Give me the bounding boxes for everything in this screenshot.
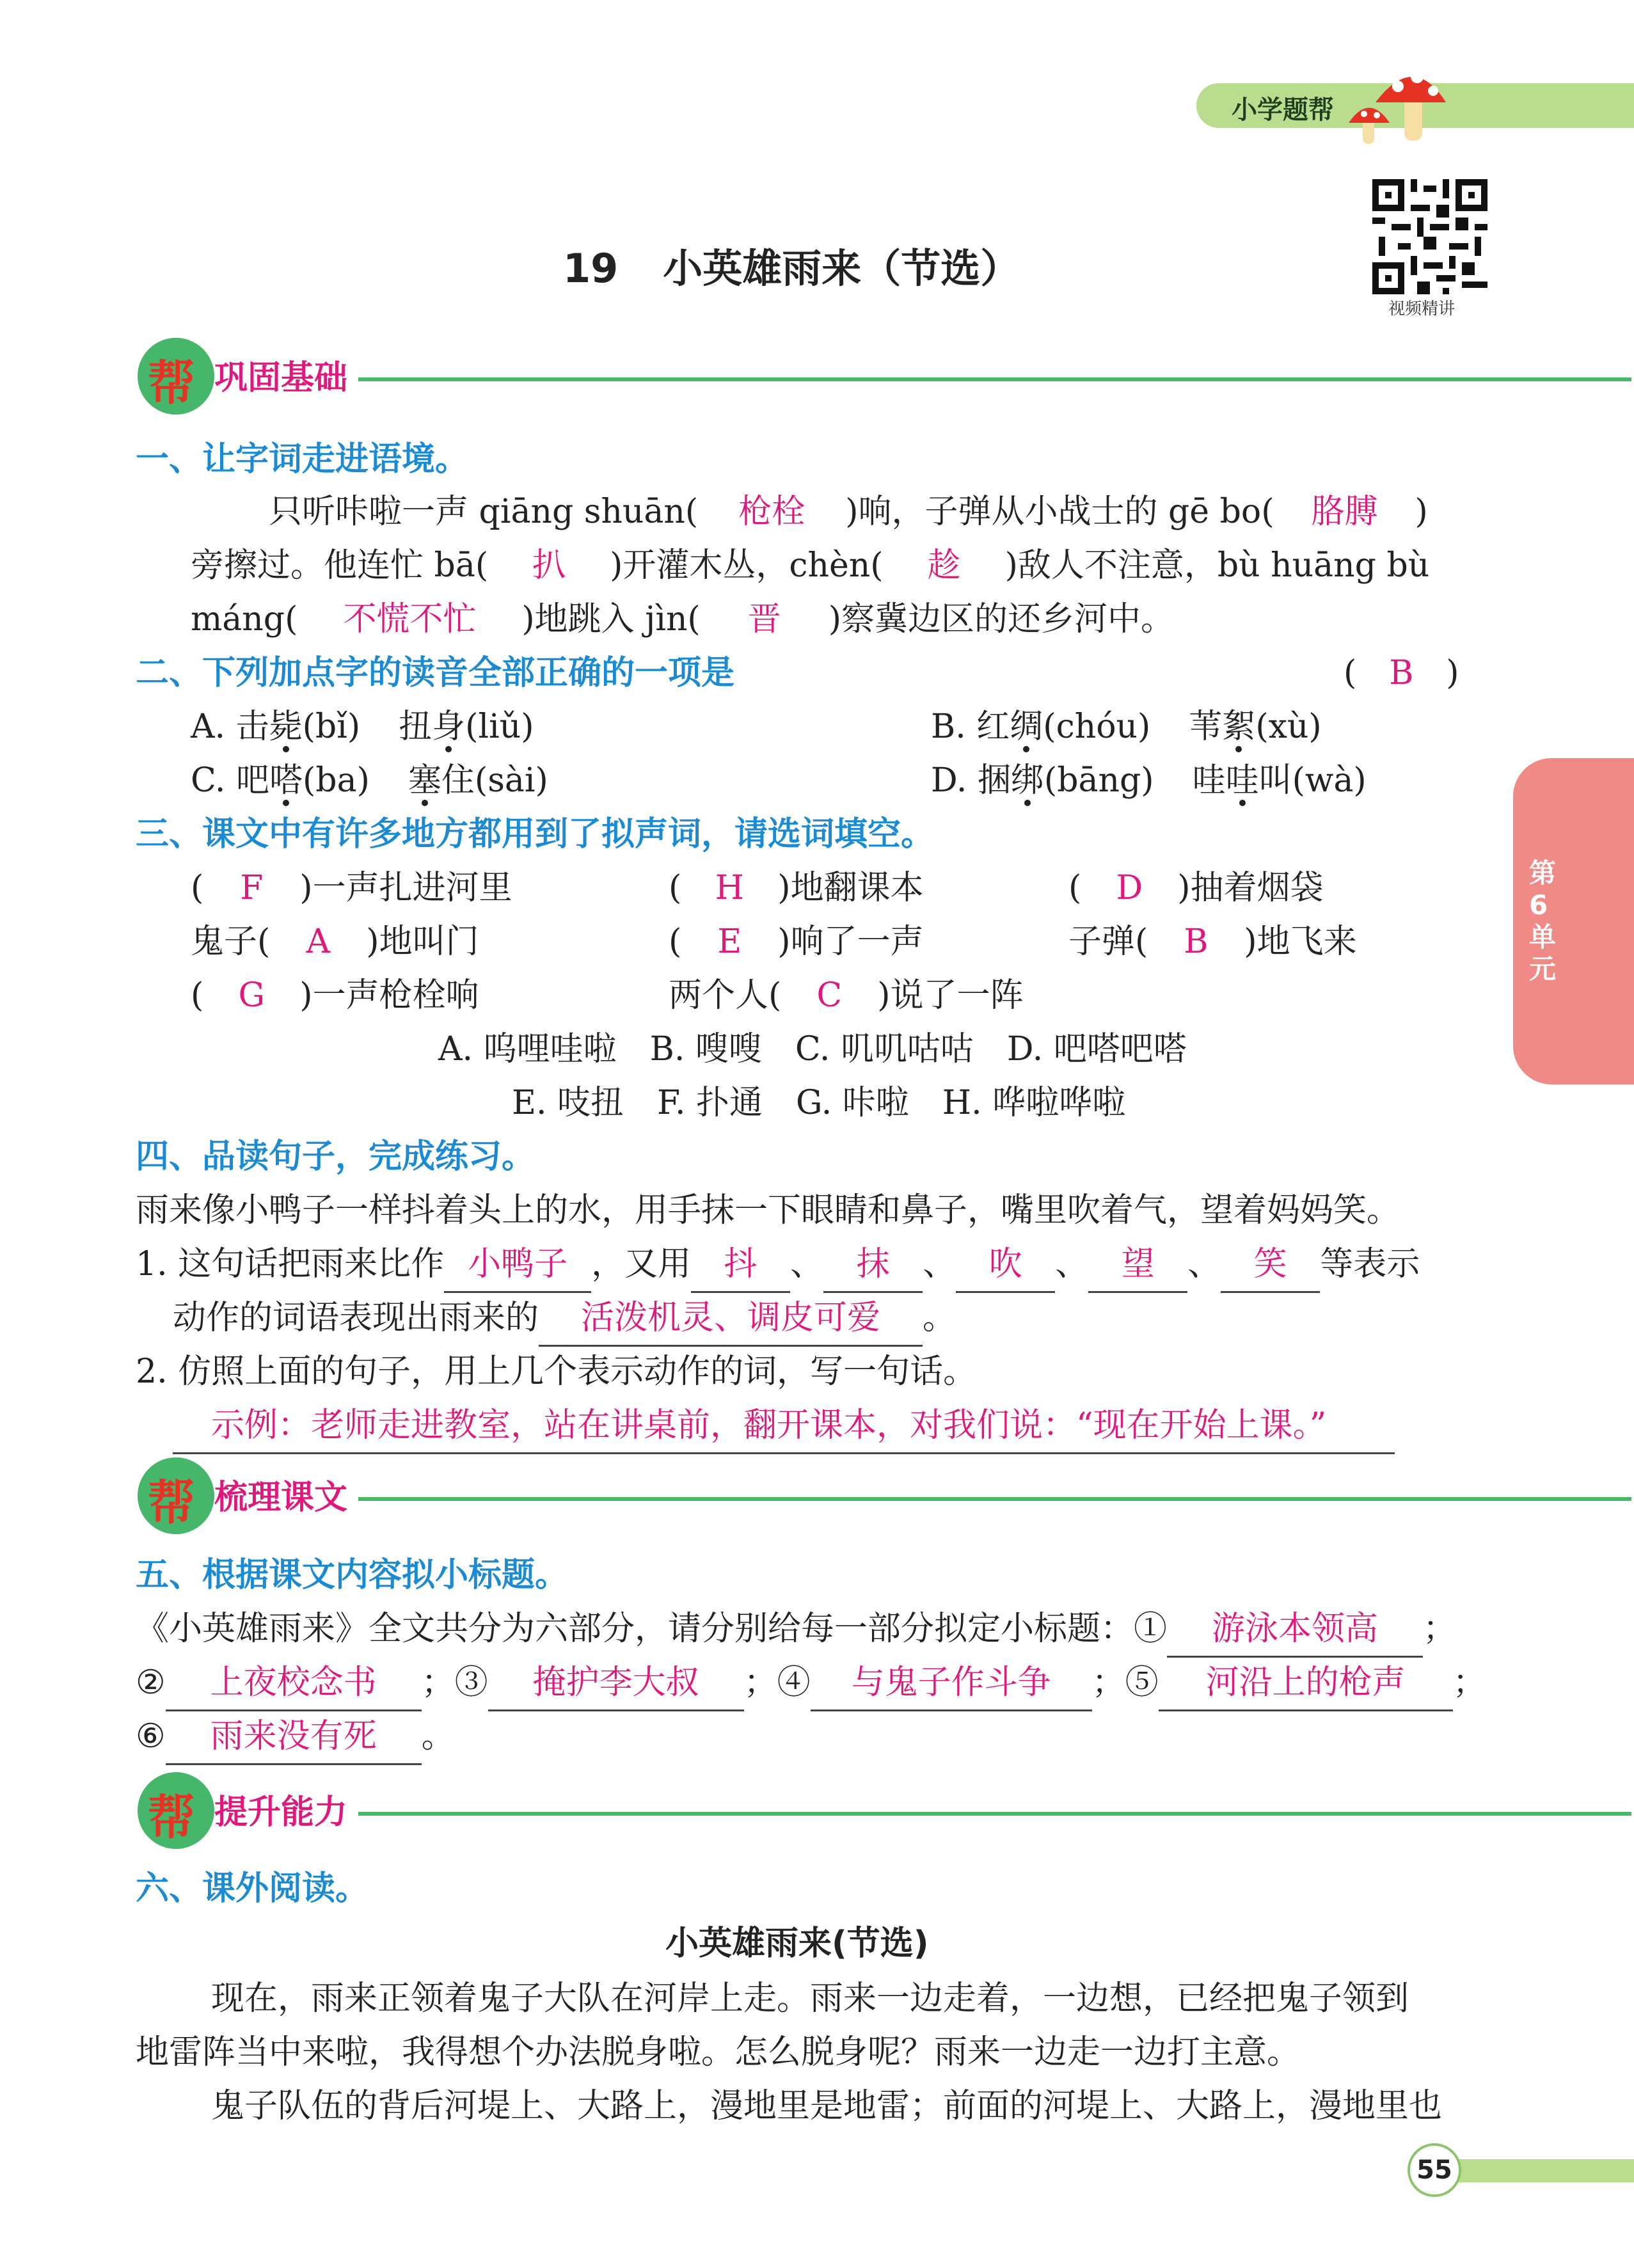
lesson-title [563,237,1020,294]
mushroom-icon [1344,58,1452,147]
q4-part-2-answer: 示例：老师走进教室，站在讲桌前，翻开课本，对我们说：“现在开始上课。” [173,1399,1395,1454]
answer-qiangshuan: 枪栓 [738,493,805,531]
section-title: 提升能力 [214,1793,348,1832]
q2-title: 二、下列加点字的读音全部正确的一项是 [136,654,735,692]
q1-line-1: 只听咔啦一声 qiāng shuān( 枪栓 )响，子弹从小战士的 gē bo( 胳膊 ) [269,485,1428,539]
section-rule [358,1812,1631,1816]
q2-option-b[interactable]: B. 红绸(chóu) 苇絮(xù) [931,708,1322,746]
q3-item: 鬼子( A )地叫门 [191,923,479,961]
answer-title-3: 掩护李大叔 [488,1656,744,1711]
section-title: 巩固基础 [214,359,348,397]
q2-option-c[interactable]: C. 吧嗒(ba) 塞住(sài) [191,761,548,800]
q3-item: ( E )响了一声 [669,923,924,961]
section-header-consolidate [138,338,1507,415]
q1-title: 一、让字词走进语境。 [136,440,469,479]
bang-char: 帮 [148,1790,195,1845]
section-title: 梳理课文 [214,1479,348,1517]
unit-tab-label: 第6单元 [1529,857,1557,985]
answer-title-5: 河沿上的枪声 [1159,1656,1453,1711]
q4-title: 四、品读句子，完成练习。 [136,1138,535,1176]
answer-jin: 晋 [747,600,781,638]
q4-part-1: 1. 这句话把雨来比作 小鸭子 ，又用 抖 、 抹 、 吹 、 望 、 笑 等表示 [136,1237,1420,1293]
brand-label: 小学题帮 [1232,95,1334,125]
q3-item: ( H )地翻课本 [669,869,924,907]
q6-title: 六、课外阅读。 [136,1869,369,1908]
q3-item: ( G )一声枪栓响 [191,976,479,1015]
q5-line-1: 《小英雄雨来》全文共分为六部分，请分别给每一部分拟定小标题：① 游泳本领高 ； [136,1602,1456,1658]
qr-caption: 视频精讲 [1388,299,1456,319]
answer-title-4: 与鬼子作斗争 [811,1656,1092,1711]
lesson-number: 19 [563,245,619,292]
page-number: 55 [1408,2143,1461,2197]
answer-buhuangbumang: 不慌不忙 [343,600,477,638]
q3-options-2: E. 吱扭 F. 扑通 G. 咔啦 H. 哗啦哗啦 [512,1084,1126,1122]
q2-option-a[interactable]: A. 击毙(bǐ) 扭身(liǔ) [191,708,534,746]
q2-answer-bracket: ( B ) [1344,646,1459,700]
answer-gebo: 胳膊 [1311,493,1378,531]
q3-item: 两个人( C )说了一阵 [669,976,1024,1015]
answer-ba: 扒 [532,546,566,585]
section-rule [358,1497,1631,1501]
q3-options-1: A. 呜哩哇啦 B. 嗖嗖 C. 叽叽咕咕 D. 吧嗒吧嗒 [438,1030,1187,1068]
answer-trait: 活泼机灵、调皮可爱 [539,1291,923,1347]
q5-line-3: ⑥ 雨来没有死 。 [136,1709,455,1765]
q5-title: 五、根据课文内容拟小标题。 [136,1556,569,1594]
q2-answer: B [1389,654,1414,692]
bang-char: 帮 [148,1475,195,1530]
lesson-title-text: 小英雄雨来（节选） [663,245,1020,292]
q4-part-1-line-2: 动作的词语表现出雨来的 活泼机灵、调皮可爱 。 [173,1291,956,1347]
answer-chen: 趁 [927,546,961,585]
answer-title-6: 雨来没有死 [166,1709,422,1765]
q3-item: 子弹( B )地飞来 [1068,923,1357,961]
q4-sentence: 雨来像小鸭子一样抖着头上的水，用手抹一下眼睛和鼻子，嘴里吹着气，望着妈妈笑。 [136,1191,1400,1230]
section-header-improve [138,1772,1507,1849]
section-header-review [138,1457,1507,1534]
passage-para-2-line-1: 鬼子队伍的背后河堤上、大路上，漫地里是地雷；前面的河堤上、大路上，漫地里也 [211,2087,1443,2125]
answer-title-2: 上夜校念书 [166,1656,422,1711]
qr-code-icon[interactable] [1372,179,1487,294]
q2-option-d[interactable]: D. 捆绑(bāng) 哇哇叫(wà) [931,761,1367,800]
q1-line-3: máng( 不慌不忙 )地跳入 jìn( 晋 )察冀边区的还乡河中。 [191,592,1174,646]
answer-metaphor: 小鸭子 [444,1237,591,1293]
q4-part-2: 2. 仿照上面的句子，用上几个表示动作的词，写一句话。 [136,1352,977,1391]
answer-title-1: 游泳本领高 [1167,1602,1423,1658]
passage-para-1-line-2: 地雷阵当中来啦，我得想个办法脱身啦。怎么脱身呢？雨来一边走一边打主意。 [136,2033,1301,2072]
q1-line-2: 旁擦过。他连忙 bā( 扒 )开灌木丛，chèn( 趁 )敌人不注意，bù huāng bù [191,539,1429,592]
q3-item: ( D )抽着烟袋 [1068,869,1324,907]
page-number-bar [1433,2159,1634,2182]
q3-item: ( F )一声扎进河里 [191,869,512,907]
passage-para-1-line-1: 现在，雨来正领着鬼子大队在河岸上走。雨来一边走着，一边想，已经把鬼子领到 [211,1979,1409,2018]
q3-title: 三、课文中有许多地方都用到了拟声词，请选词填空。 [136,815,935,853]
passage-title: 小英雄雨来(节选) [665,1924,929,1963]
q5-line-2: ② 上夜校念书 ；③ 掩护李大叔 ；④ 与鬼子作斗争 ；⑤ 河沿上的枪声 ； [136,1656,1486,1711]
section-rule [358,377,1631,381]
bang-char: 帮 [148,356,195,411]
